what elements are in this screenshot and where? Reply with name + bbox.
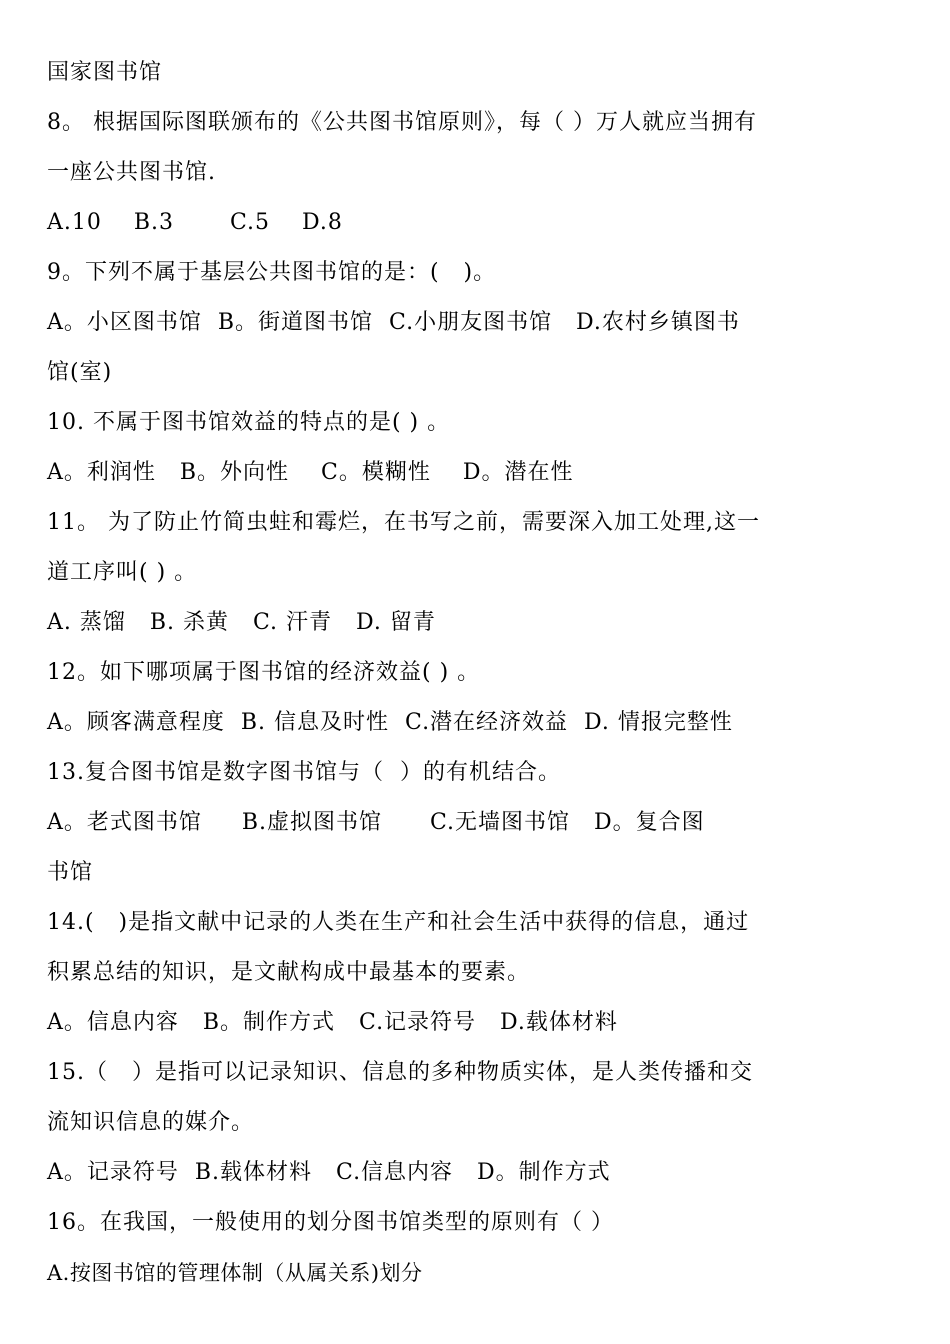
question-11-stem-cont: 道工序叫( ) 。: [47, 560, 198, 585]
question-15-stem: 15.（ ）是指可以记录知识、信息的多种物质实体，是人类传播和交: [47, 1060, 753, 1085]
question-16-option-a: A.按图书馆的管理体制（从属关系)划分: [47, 1261, 423, 1285]
question-14-stem-cont: 积累总结的知识，是文献构成中最基本的要素。: [47, 960, 531, 985]
question-13-options-cont: 书馆: [47, 860, 94, 885]
question-15-stem-cont: 流知识信息的媒介。: [47, 1110, 255, 1135]
question-13-options: A。老式图书馆 B.虚拟图书馆 C.无墙图书馆 D。复合图: [47, 810, 705, 835]
question-9-options: A。小区图书馆 B。街道图书馆 C.小朋友图书馆 D.农村乡镇图书: [47, 310, 740, 335]
question-8-options: A.10 B.3 C.5 D.8: [47, 210, 343, 235]
question-13-stem: 13.复合图书馆是数字图书馆与（ ）的有机结合。: [47, 760, 561, 785]
question-9-stem: 9。下列不属于基层公共图书馆的是：( )。: [47, 260, 497, 285]
question-10-stem: 10. 不属于图书馆效益的特点的是( ) 。: [47, 410, 451, 435]
question-11-options: A. 蒸馏 B. 杀黄 C. 汗青 D. 留青: [47, 610, 436, 635]
question-15-options: A。记录符号 B.载体材料 C.信息内容 D。制作方式: [47, 1160, 611, 1185]
question-14-stem: 14.( )是指文献中记录的人类在生产和社会生活中获得的信息，通过: [47, 910, 750, 935]
question-8-stem: 8。 根据国际图联颁布的《公共图书馆原则》，每（ ）万人就应当拥有: [47, 110, 757, 135]
question-8-stem-cont: 一座公共图书馆.: [47, 160, 216, 185]
question-16-stem: 16。在我国，一般使用的划分图书馆类型的原则有（ ）: [47, 1210, 614, 1235]
question-10-options: A。利润性 B。外向性 C。模糊性 D。潜在性: [47, 460, 574, 485]
question-9-options-cont: 馆(室): [47, 360, 113, 385]
question-11-stem: 11。 为了防止竹简虫蛀和霉烂，在书写之前，需要深入加工处理,这一: [47, 510, 760, 535]
text-line: 国家图书馆: [47, 60, 163, 85]
question-14-options: A。信息内容 B。制作方式 C.记录符号 D.载体材料: [47, 1010, 618, 1035]
question-12-options: A。顾客满意程度 B. 信息及时性 C.潜在经济效益 D. 情报完整性: [47, 710, 733, 735]
question-12-stem: 12。如下哪项属于图书馆的经济效益( ) 。: [47, 660, 481, 685]
